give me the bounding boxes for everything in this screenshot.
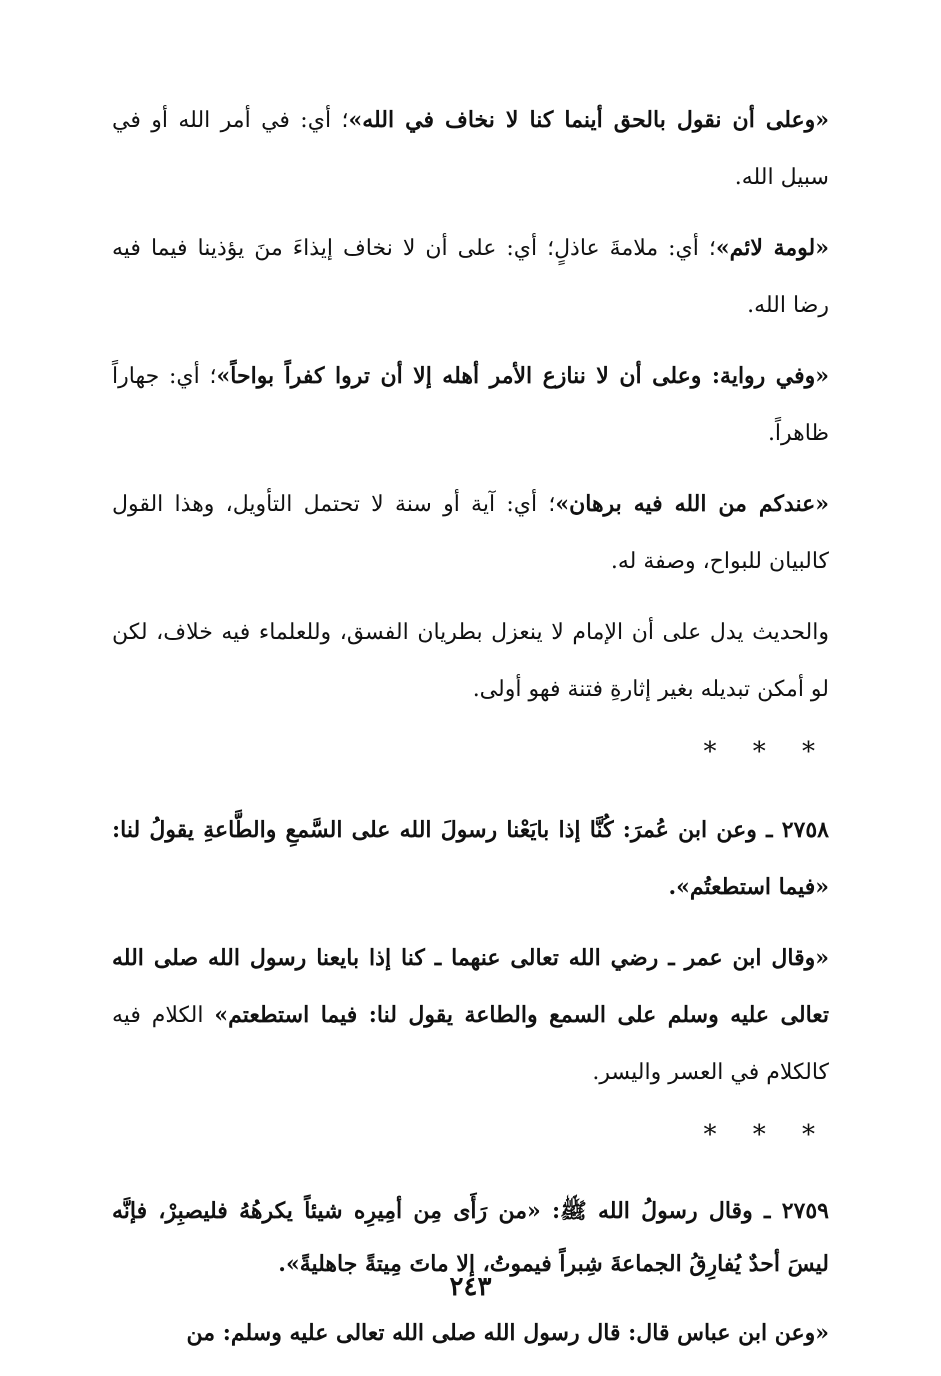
quoted-phrase: «وعلى أن نقول بالحق أينما كنا لا نخاف في الله»	[348, 107, 829, 133]
page-body	[112, 92, 829, 1376]
explanation-text: والحديث يدل على أن الإمام لا ينعزل بطريان الفسق، وللعلماء فيه خلاف، لكن لو أمكن تبديله بغير إثارةِ فتنة فهو أولى.	[112, 620, 829, 702]
hadith-text: ٢٧٥٩ ـ وقال رسولُ الله ﷺ: «من رَأَى مِن أمِيرِه شيئاً يكرهُهُ فليصبِرْ، فإنَّه ليسَ أحدٌ يُفارِقُ الجماعةَ شِبراً فيموتُ، إلا ماتَ مِيتةً جاهليةً».	[112, 1198, 829, 1277]
quoted-phrase: «وقال ابن عمر ـ رضي الله تعالى عنهما ـ كنا إذا بايعنا رسول الله صلى الله تعالى عليه وسلم على السمع والطاعة يقول لنا: فيما استطعتم»	[112, 945, 830, 1028]
explanation-text: الكلام فيه كالكلام في العسر واليسر.	[112, 1003, 829, 1085]
commentary-paragraph-2	[112, 220, 829, 334]
section-separator: * * *	[703, 1120, 829, 1150]
explanation-text: ؛ أي: آية أو سنة لا تحتمل التأويل، وهذا القول كالبيان للبواح، وصفة له.	[112, 492, 829, 574]
commentary-paragraph-1	[112, 92, 829, 206]
section-separator: * * *	[703, 737, 829, 767]
quoted-phrase: «وفي رواية: وعلى أن لا ننازع الأمر أهله إلا أن تروا كفراً بواحاً»	[216, 363, 830, 389]
explanation-text: ؛ أي: جهاراً ظاهراً.	[112, 364, 829, 446]
quoted-phrase: «لومة لائم»	[715, 235, 829, 261]
quoted-phrase: «وعن ابن عباس قال: قال رسول الله صلى الله تعالى عليه وسلم: من	[186, 1320, 829, 1346]
commentary-paragraph-5	[112, 604, 829, 718]
explanation-text: ؛ أي: ملامةَ عاذلٍ؛ أي: على أن لا نخاف إيذاءَ منَ يؤذينا فيما فيه رضا الله.	[112, 236, 829, 318]
commentary-2759	[112, 1305, 829, 1362]
explanation-text: ؛ أي: في أمر الله أو في سبيل الله.	[112, 108, 829, 190]
commentary-paragraph-3	[112, 348, 829, 462]
hadith-2758	[112, 802, 829, 916]
quoted-phrase: «عندكم من الله فيه برهان»	[555, 491, 830, 517]
hadith-text: ٢٧٥٨ ـ وعن ابن عُمرَ: كُنَّا إذا بايَعْنا رسولَ الله على السَّمعِ والطَّاعةِ يقولُ لنا: «فيما استطعتُم».	[112, 817, 829, 900]
commentary-paragraph-4	[112, 476, 829, 590]
commentary-2758	[112, 930, 829, 1101]
page-number: ٢٤٣	[449, 1272, 492, 1302]
